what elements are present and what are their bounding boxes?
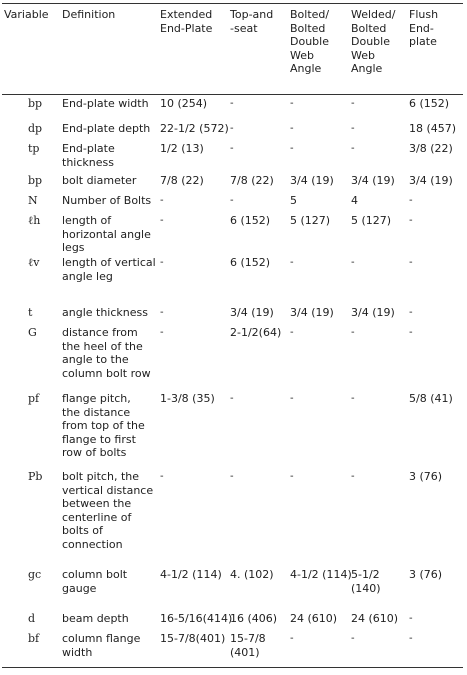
column-header: Angle bbox=[351, 62, 383, 75]
table-cell: 15-7/8(401) bbox=[160, 632, 226, 645]
variable-definition: angle to the bbox=[62, 353, 129, 366]
table-cell: 24 (610) bbox=[290, 612, 338, 625]
variable-definition: legs bbox=[62, 241, 85, 254]
table-cell: 5 (127) bbox=[351, 214, 392, 227]
variable-symbol: tp bbox=[28, 142, 40, 155]
variable-definition: End-plate width bbox=[62, 97, 149, 110]
variable-symbol: bf bbox=[28, 632, 40, 645]
table-cell: - bbox=[160, 327, 164, 338]
table-top-rule bbox=[2, 3, 463, 4]
table-cell: - bbox=[290, 143, 294, 154]
column-header: Double bbox=[290, 35, 329, 48]
variable-symbol: bp bbox=[28, 97, 43, 110]
variable-definition: flange to first bbox=[62, 432, 136, 446]
variable-definition: distance from bbox=[62, 326, 138, 339]
table-cell: - bbox=[290, 123, 294, 134]
table-cell: 4-1/2 (114) bbox=[290, 568, 352, 581]
table-cell: - bbox=[409, 307, 413, 318]
variable-definition: horizontal angle bbox=[62, 227, 151, 241]
table-cell: - bbox=[409, 257, 413, 268]
column-header: Double bbox=[351, 35, 390, 48]
variable-symbol: ℓv bbox=[28, 256, 40, 269]
table-cell: 22-1/2 (572) bbox=[160, 122, 229, 135]
variable-definition: length of vertical bbox=[62, 256, 156, 269]
table-cell: - bbox=[351, 633, 355, 644]
table-cell: 7/8 (22) bbox=[230, 174, 274, 187]
variable-definition: thickness bbox=[62, 155, 114, 169]
table-cell: - bbox=[230, 143, 234, 154]
table-cell: 1-3/8 (35) bbox=[160, 392, 215, 405]
table-cell: 3 (76) bbox=[409, 470, 443, 483]
variable-symbol: t bbox=[28, 306, 33, 319]
table-cell: - bbox=[409, 215, 413, 226]
table-cell: 5 bbox=[290, 194, 297, 207]
table-cell: 10 (254) bbox=[160, 97, 208, 110]
table-cell: 5 (127) bbox=[290, 214, 331, 227]
table-cell: - bbox=[290, 327, 294, 338]
column-header: End- bbox=[409, 21, 434, 35]
table-cell: - bbox=[351, 98, 355, 109]
table-cell: 4-1/2 (114) bbox=[160, 568, 222, 581]
table-cell: - bbox=[290, 98, 294, 109]
table-cell: 2-1/2(64) bbox=[230, 326, 282, 339]
table-cell: (401) bbox=[230, 645, 260, 659]
column-header: Bolted bbox=[290, 21, 326, 35]
table-cell: - bbox=[351, 123, 355, 134]
table-cell: - bbox=[160, 195, 164, 206]
table-cell: 15-7/8 bbox=[230, 632, 266, 645]
column-header: Variable bbox=[4, 8, 49, 21]
column-header: Welded/ bbox=[351, 8, 396, 21]
table-cell: - bbox=[409, 327, 413, 338]
table-cell: 4. (102) bbox=[230, 568, 274, 581]
variable-definition: beam depth bbox=[62, 612, 129, 625]
column-header: Bolted/ bbox=[290, 8, 330, 21]
variable-definition: the distance bbox=[62, 405, 131, 419]
table-cell: 3/4 (19) bbox=[290, 306, 334, 319]
table-cell: 5-1/2 bbox=[351, 568, 380, 581]
table-cell: 6 (152) bbox=[409, 97, 450, 110]
column-header: Definition bbox=[62, 8, 116, 21]
variable-definition: angle thickness bbox=[62, 306, 148, 319]
variable-symbol: Pb bbox=[28, 470, 43, 483]
variable-symbol: d bbox=[28, 612, 36, 625]
table-cell: 4 bbox=[351, 194, 358, 207]
table-cell: 18 (457) bbox=[409, 122, 457, 135]
table-cell: - bbox=[230, 393, 234, 404]
table-cell: - bbox=[351, 143, 355, 154]
variable-definition: connection bbox=[62, 537, 123, 551]
table-cell: - bbox=[230, 123, 234, 134]
variable-definition: length of bbox=[62, 214, 112, 227]
table-cell: 3 (76) bbox=[409, 568, 443, 581]
table-cell: - bbox=[290, 633, 294, 644]
table-cell: 1/2 (13) bbox=[160, 142, 204, 155]
header-rule bbox=[2, 94, 463, 95]
variable-definition: width bbox=[62, 645, 93, 659]
table-cell: - bbox=[409, 195, 413, 206]
table-cell: 24 (610) bbox=[351, 612, 399, 625]
table-cell: - bbox=[160, 215, 164, 226]
variable-definition: column flange bbox=[62, 632, 141, 645]
table-cell: - bbox=[290, 257, 294, 268]
column-header: Web bbox=[290, 48, 314, 62]
column-header: Extended bbox=[160, 8, 213, 21]
table-cell: 3/4 (19) bbox=[290, 174, 334, 187]
table-cell: (140) bbox=[351, 581, 381, 595]
table-cell: 3/4 (19) bbox=[409, 174, 453, 187]
table-cell: 3/4 (19) bbox=[230, 306, 274, 319]
table-cell: - bbox=[351, 257, 355, 268]
table-cell: - bbox=[409, 633, 413, 644]
variable-definition: centerline of bbox=[62, 510, 132, 524]
table-cell: 6 (152) bbox=[230, 256, 271, 269]
variable-symbol: G bbox=[28, 326, 37, 339]
column-header: Angle bbox=[290, 62, 322, 75]
table-cell: 5/8 (41) bbox=[409, 392, 453, 405]
table-cell: 3/8 (22) bbox=[409, 142, 453, 155]
variable-symbol: gc bbox=[28, 568, 42, 581]
column-header: -seat bbox=[230, 21, 258, 35]
variable-definition: between the bbox=[62, 497, 132, 510]
variable-definition: End-plate bbox=[62, 142, 115, 155]
variable-definition: column bolt bbox=[62, 568, 128, 581]
variable-definition: column bolt row bbox=[62, 366, 151, 380]
table-cell: 3/4 (19) bbox=[351, 306, 395, 319]
column-header: Bolted bbox=[351, 21, 387, 35]
table-cell: - bbox=[160, 257, 164, 268]
table-cell: - bbox=[230, 195, 234, 206]
table-cell: - bbox=[351, 327, 355, 338]
table-cell: - bbox=[351, 471, 355, 482]
variable-definition: bolt diameter bbox=[62, 174, 137, 187]
table-cell: - bbox=[290, 393, 294, 404]
variable-symbol: dp bbox=[28, 122, 43, 135]
variable-definition: angle leg bbox=[62, 269, 113, 283]
table-cell: - bbox=[290, 471, 294, 482]
table-cell: 6 (152) bbox=[230, 214, 271, 227]
table-cell: 3/4 (19) bbox=[351, 174, 395, 187]
column-header: Web bbox=[351, 48, 375, 62]
variable-definition: gauge bbox=[62, 581, 97, 595]
variable-definition: bolts of bbox=[62, 524, 103, 537]
variable-definition: End-plate depth bbox=[62, 122, 151, 135]
variable-symbol: pf bbox=[28, 392, 40, 405]
variable-definition: bolt pitch, the bbox=[62, 470, 139, 483]
table-cell: - bbox=[230, 471, 234, 482]
column-header: End-Plate bbox=[160, 21, 213, 35]
table-cell: - bbox=[351, 393, 355, 404]
variable-definition: the heel of the bbox=[62, 339, 143, 353]
column-header: Flush bbox=[409, 8, 439, 21]
table-cell: - bbox=[409, 613, 413, 624]
table-cell: - bbox=[230, 98, 234, 109]
variable-definition: row of bolts bbox=[62, 446, 127, 459]
variable-definition: flange pitch, bbox=[62, 392, 131, 405]
variable-symbol: N bbox=[28, 194, 38, 207]
table-cell: - bbox=[160, 307, 164, 318]
table-bottom-rule bbox=[2, 667, 463, 668]
table-cell: - bbox=[160, 471, 164, 482]
column-header: Top-and bbox=[230, 8, 274, 21]
table-cell: 16 (406) bbox=[230, 612, 278, 625]
variable-definition: from top of the bbox=[62, 419, 145, 432]
table-cell: 7/8 (22) bbox=[160, 174, 204, 187]
variable-definition: vertical distance bbox=[62, 483, 154, 497]
variable-symbol: ℓh bbox=[28, 214, 41, 227]
column-header: plate bbox=[409, 35, 437, 48]
variable-definition: Number of Bolts bbox=[62, 194, 152, 207]
variable-symbol: bp bbox=[28, 174, 43, 187]
table-cell: 16-5/16(414) bbox=[160, 612, 233, 625]
